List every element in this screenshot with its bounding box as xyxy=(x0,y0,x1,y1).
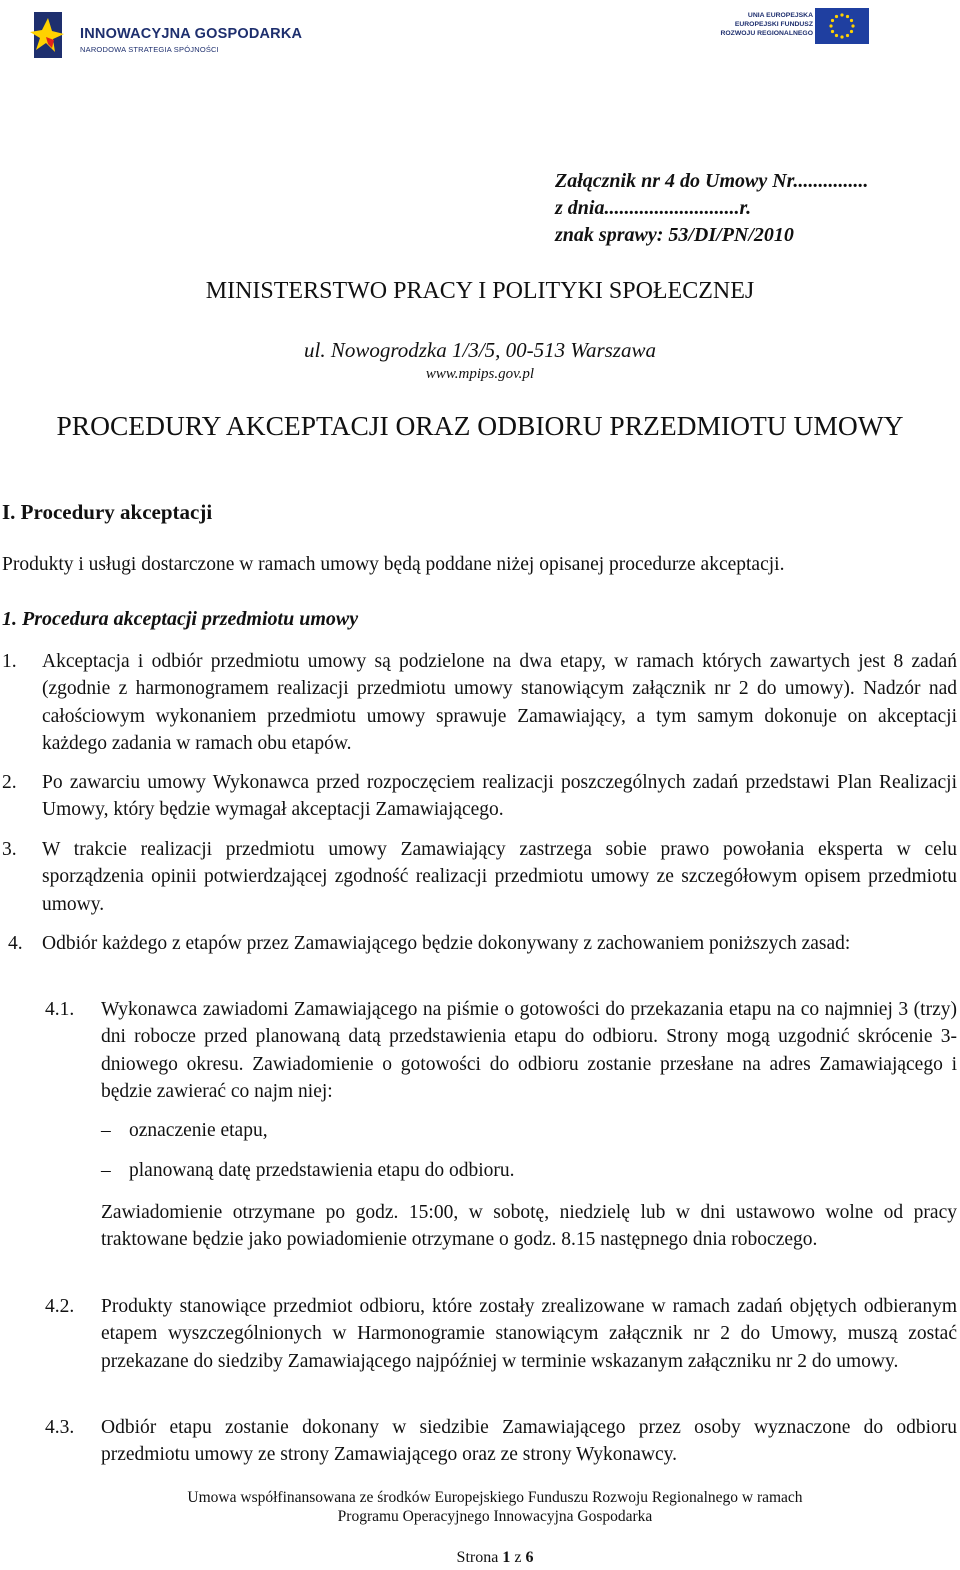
ig-logo-subtitle: NARODOWA STRATEGIA SPÓJNOŚCI xyxy=(80,45,219,54)
page-separator: z xyxy=(514,1549,522,1566)
star-logo-icon xyxy=(28,10,68,60)
sub-item-number: 4.3. xyxy=(45,1417,75,1438)
attachment-line-1: Załącznik nr 4 do Umowy Nr............... xyxy=(555,170,869,192)
sub-item-text: Odbiór etapu zostanie dokonany w siedzibie Zamawiającego przez osoby wyznaczone do odbioru przedmiotu umowy ze strony Zamawiającego oraz ze strony Wykonawcy. xyxy=(101,1417,957,1466)
eu-logo-line: ROZWOJU REGIONALNEGO xyxy=(720,30,813,37)
dash-bullet: – xyxy=(101,1120,111,1141)
document-title: PROCEDURY AKCEPTACJI ORAZ ODBIORU PRZEDMIOTU UMOWY xyxy=(56,410,904,441)
sub-item-text: Wykonawca zawiadomi Zamawiającego na piśmie o gotowości do przekazania etapu na co najmniej 3 (trzy) dni robocze przed planowaną datą przedstawienia etapu do odbioru. Strony mogą uzgodnić skrócenie 3-dniowego okresu. Zawiadomienie o gotowości do odbioru zostanie przesłane na adres Zamawiającego i będzie zawierać co najm niej: xyxy=(101,999,957,1102)
list-item xyxy=(2,648,957,757)
innowacyjna-gospodarka-logo xyxy=(28,10,303,62)
dash-bullet: – xyxy=(101,1160,111,1181)
dash-list-item xyxy=(101,1160,515,1182)
eu-logo-line: EUROPEJSKI FUNDUSZ xyxy=(734,21,813,28)
footer xyxy=(0,1488,960,1526)
item-text: Akceptacja i odbiór przedmiotu umowy są podzielone na dwa etapy, w ramach których zawartych jest 8 zadań (zgodnie z harmonogramem realizacji przedmiotu umowy stanowiącym załącznik nr 2 do umowy). Nadzór nad całościowym wykonaniem przedmiotu umowy sprawuje Zamawiający, a tym samym dokonuje on akceptacji każdego zadania w ramach obu etapów. xyxy=(42,651,957,754)
dash-item-text: oznaczenie etapu, xyxy=(129,1120,268,1141)
page-label: Strona xyxy=(456,1549,499,1566)
list-item xyxy=(8,930,957,957)
item-text: W trakcie realizacji przedmiotu umowy Zamawiający zastrzega sobie prawo powołania eksperta w celu sporządzenia opinii potwierdzającej zgodność realizacji przedmiotu umowy ze szczegółowym opisem przedmiotu umowy. xyxy=(42,839,957,915)
eu-logo xyxy=(715,8,875,44)
item-number: 4. xyxy=(8,933,23,954)
page-number xyxy=(0,1549,960,1567)
sub-list-item xyxy=(45,1293,957,1375)
sub-list-item xyxy=(45,996,957,1105)
eu-logo-line: UNIA EUROPEJSKA xyxy=(747,12,813,19)
ministry-address: ul. Nowogrodzka 1/3/5, 00-513 Warszawa xyxy=(304,338,656,362)
list-item xyxy=(2,836,957,918)
item-number: 1. xyxy=(2,651,17,672)
eu-flag-icon xyxy=(815,8,869,44)
page-total: 6 xyxy=(525,1549,534,1566)
sub-item-text: Produkty stanowiące przedmiot odbioru, które zostały zrealizowane w ramach zadań objętych odbieranym etapem wyszczególnionych w Harmonogramie stanowiącym załącznik nr 2 do Umowy, muszą zostać przekazane do siedziby Zamawiającego najpóźniej w terminie wskazanym załączniku nr 2 do umowy. xyxy=(101,1296,957,1372)
dash-list-item xyxy=(101,1120,268,1142)
footer-line: Programu Operacyjnego Innowacyjna Gospodarka xyxy=(337,1508,653,1525)
eu-logo-text xyxy=(720,11,813,38)
sub-list-item xyxy=(45,1414,957,1469)
list-item xyxy=(2,769,957,824)
page-current: 1 xyxy=(502,1549,511,1566)
attachment-line-2: z dnia...........................r. xyxy=(555,197,752,219)
item-number: 3. xyxy=(2,839,17,860)
ministry-website: www.mpips.gov.pl xyxy=(425,366,535,382)
sub-item-number: 4.1. xyxy=(45,999,75,1020)
ministry-name: MINISTERSTWO PRACY I POLITYKI SPOŁECZNEJ xyxy=(205,278,755,304)
ig-logo-title: INNOWACYJNA GOSPODARKA xyxy=(80,26,303,42)
section-heading: I. Procedury akceptacji xyxy=(2,500,213,524)
item-text: Po zawarciu umowy Wykonawca przed rozpoczęciem realizacji poszczególnych zadań przedstawi Plan Realizacji Umowy, który będzie wymagał akceptacji Zamawiającego. xyxy=(42,772,957,821)
subsection-heading: 1. Procedura akceptacji przedmiotu umowy xyxy=(2,608,359,630)
item-text: Odbiór każdego z etapów przez Zamawiającego będzie dokonywany z zachowaniem poniższych zasad: xyxy=(42,933,851,954)
case-number: znak sprawy: 53/DI/PN/2010 xyxy=(555,224,794,246)
dash-item-text: planowaną datę przedstawienia etapu do odbioru. xyxy=(129,1160,515,1181)
item-number: 2. xyxy=(2,772,17,793)
footer-line: Umowa współfinansowana ze środków Europejskiego Funduszu Rozwoju Regionalnego w ramach xyxy=(187,1489,803,1506)
sub-item-number: 4.2. xyxy=(45,1296,75,1317)
section-intro: Produkty i usługi dostarczone w ramach umowy będą poddane niżej opisanej procedurze akceptacji. xyxy=(2,554,785,575)
notice-paragraph: Zawiadomienie otrzymane po godz. 15:00, w sobotę, niedzielę lub w dni ustawowo wolne od pracy traktowane będzie jako powiadomienie otrzymane o godz. 8.15 następnego dnia roboczego. xyxy=(101,1202,957,1251)
